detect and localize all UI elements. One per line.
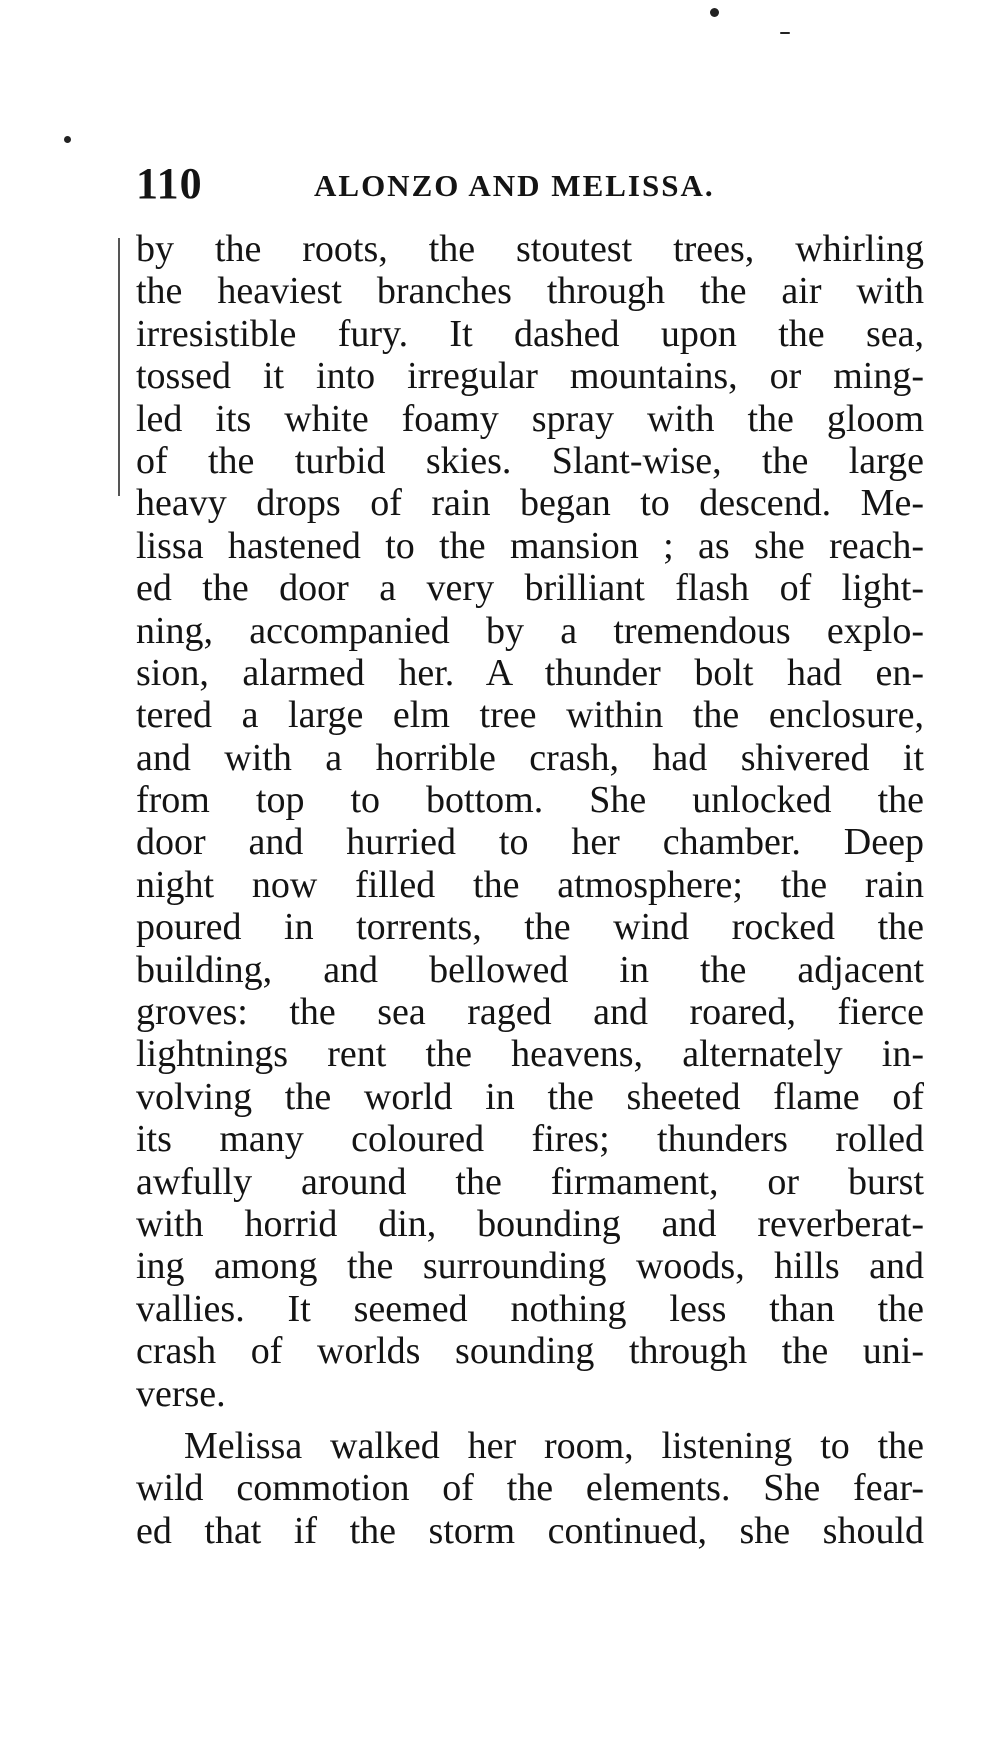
paragraph [136, 1425, 924, 1552]
text-line: building, and bellowed in the adjacent [136, 948, 924, 991]
text-line: tered a large elm tree within the enclosure, [136, 694, 924, 737]
paragraph [136, 228, 924, 1415]
text-line: vallies. It seemed nothing less than the [136, 1287, 924, 1330]
text-line: sion, alarmed her. A thunder bolt had en- [136, 651, 924, 694]
text-line: ing among the surrounding woods, hills and [136, 1245, 924, 1288]
page-header [136, 158, 926, 208]
text-line: ed the door a very brilliant flash of light- [136, 567, 924, 610]
text-line: groves: the sea raged and roared, fierce [136, 991, 924, 1034]
text-line: irresistible fury. It dashed upon the sea, [136, 312, 924, 355]
text-line: verse. [136, 1372, 226, 1415]
running-title: ALONZO AND MELISSA. [314, 168, 715, 203]
text-line: lightnings rent the heavens, alternately in- [136, 1033, 924, 1076]
text-line: awfully around the firmament, or burst [136, 1160, 924, 1203]
text-line: night now filled the atmosphere; the rain [136, 863, 924, 906]
text-line: wild commotion of the elements. She fear- [136, 1467, 924, 1510]
text-line: heavy drops of rain began to descend. Me- [136, 482, 924, 525]
body-text [136, 228, 924, 1552]
text-line: ed that if the storm continued, she should [136, 1509, 924, 1552]
text-line: lissa hastened to the mansion ; as she reach- [136, 524, 924, 567]
ink-speck [64, 136, 71, 143]
text-line: the heaviest branches through the air with [136, 270, 924, 313]
text-line: by the roots, the stoutest trees, whirling [136, 228, 924, 270]
text-line: ning, accompanied by a tremendous explo- [136, 609, 924, 652]
paragraph-gap [136, 1415, 924, 1425]
text-line: of the turbid skies. Slant-wise, the large [136, 439, 924, 482]
text-line: door and hurried to her chamber. Deep [136, 821, 924, 864]
margin-rule-mark [118, 238, 120, 496]
text-line: crash of worlds sounding through the uni- [136, 1330, 924, 1373]
text-line: from top to bottom. She unlocked the [136, 779, 924, 822]
text-line: volving the world in the sheeted flame of [136, 1075, 924, 1118]
page-number: 110 [136, 159, 203, 208]
text-line: its many coloured fires; thunders rolled [136, 1118, 924, 1161]
text-line: led its white foamy spray with the gloom [136, 397, 924, 440]
ink-speck [710, 8, 719, 17]
text-line: Melissa walked her room, listening to the [184, 1424, 924, 1467]
text-line: poured in torrents, the wind rocked the [136, 906, 924, 949]
text-line: and with a horrible crash, had shivered it [136, 736, 924, 779]
text-line: with horrid din, bounding and reverberat- [136, 1202, 924, 1245]
text-line: tossed it into irregular mountains, or ming- [136, 355, 924, 398]
ink-speck [780, 32, 790, 34]
